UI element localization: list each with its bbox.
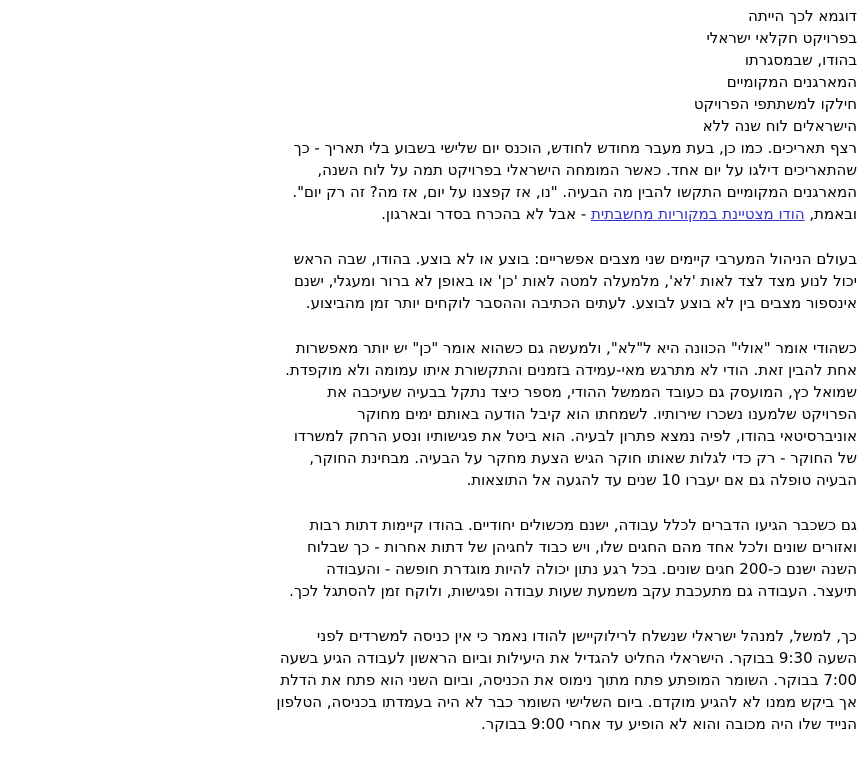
text-line: 7:00 בבוקר. השומר המופתע פתח מתוך נימוס את הכניסה, וביום השני הוא פתח את הדלת (280, 671, 857, 689)
text-line: בפרויקט חקלאי ישראלי (706, 29, 857, 47)
text-line-with-link (0, 203, 857, 225)
text-line: ואזורים שונים ולכל אחד מהם החגים שלו, ויש כבוד לחגיהן של דתות אחרות - כך שבלוח (306, 538, 857, 556)
link-suffix-text: - אבל לא בהכרח בסדר ובארגון. (381, 205, 592, 223)
text-line: הנייד שלו היה מכובה והוא לא הופיע עד אחרי 9:00 בבוקר. (480, 715, 857, 733)
text-line: תיעצר. העבודה גם מתעכבת עקב משמעת שעות עבודה ופגישות, ולוקח זמן להסתגל לכך. (289, 582, 857, 600)
text-line: אינספור מצבים בין לא בוצע לבוצע. לעתים הכתיבה וההסבר לוקחים יותר זמן מהביצוע. (305, 294, 857, 312)
text-line: גם כשכבר הגיעו הדברים לכלל עבודה, ישנם מכשולים יחודיים. בהודו קיימות דתות רבות (309, 516, 857, 534)
paragraph (0, 514, 857, 602)
text-line: כשהודי אומר "אולי" הכוונה היא ל"לא", ולמעשה גם כשהוא אומר "כן" יש יותר מאפשרות (295, 339, 857, 357)
text-line: של החוקר - רק כדי לגלות שאותו חוקר הגיש הצעת מחקר על הבעיה. מבחינת החוקר, (309, 449, 857, 467)
india-originality-link[interactable]: הודו מצטיינת במקוריות מחשבתית (591, 205, 805, 223)
text-line: הבעיה טופלה גם אם יעברו 10 שנים עד להגעה אל התוצאות. (466, 471, 857, 489)
text-line: אך ביקש ממנו לא להגיע מוקדם. ביום השלישי השומר כבר לא היה בעמדתו בכניסה, הטלפון (276, 693, 857, 711)
text-line: בהודו, שבמסגרתו (744, 51, 857, 69)
text-line: דוגמא לכך הייתה (748, 7, 857, 25)
text-line: יכול לנוע מצד לצד לאות 'לא', מלמעלה למטה לאות 'כן' או באופן לא ברור ומעגלי, ישנם (293, 272, 857, 290)
text-line: שהתאריכים דילגו על יום אחד. כאשר המומחה הישראלי בפרויקט תמה על לוח השנה, (317, 161, 857, 179)
text-line: הישראלים לוח שנה ללא (702, 117, 857, 135)
paragraph (0, 248, 857, 314)
paragraph (0, 625, 857, 735)
text-line: שמואל כץ, המועסק גם כעובד הממשל ההודי, מספר כיצד נתקל בבעיה שעיכבה את (327, 383, 857, 401)
text-line: בעולם הניהול המערבי קיימים שני מצבים אפשריים: בוצע או לא בוצע. בהודו, שבה הראש (293, 250, 857, 268)
text-line: כך, למשל, למנהל ישראלי שנשלח לרילוקיישן להודו נאמר כי אין כניסה למשרדים לפני (316, 627, 857, 645)
link-prefix-text: ובאמת, (804, 205, 857, 223)
text-line: חילקו למשתתפי הפרויקט (693, 95, 857, 113)
paragraph (0, 337, 857, 491)
paragraph (0, 5, 857, 225)
text-line: השנה ישנם כ-200 חגים שונים. בכל רגע נתון יכולה להיות מוגדרת חופשה - והעבודה (326, 560, 857, 578)
text-line: השעה 9:30 בבוקר. הישראלי החליט להגדיל את היעילות וביום הראשון לעבודה הגיע בשעה (279, 649, 857, 667)
text-line: אוניברסיטאי בהודו, לפיה נמצא פתרון לבעיה. הוא ביטל את פגישותיו ונסע הרחק למשרדו (293, 427, 857, 445)
text-line: המארגנים המקומיים (726, 73, 857, 91)
text-line: רצף תאריכים. כמו כן, בעת מעבר מחודש לחודש, הוכנס יום שלישי בשבוע בלי תאריך - כך (293, 139, 857, 157)
text-line: אחת להבין זאת. הודי לא מתרגש מאי-עמידה בזמנים והתקשורת איתו עמומה ולא מוקפדת. (285, 361, 857, 379)
text-line: הפרויקט שלמענו נשכרו שירותיו. לשמחתו הוא קיבל הודעה באותם ימים מחוקר (357, 405, 857, 423)
text-line: המארגנים המקומיים התקשו להבין מה הבעיה. "נו, אז קפצנו על יום, אז מה? זה רק יום". (292, 183, 857, 201)
